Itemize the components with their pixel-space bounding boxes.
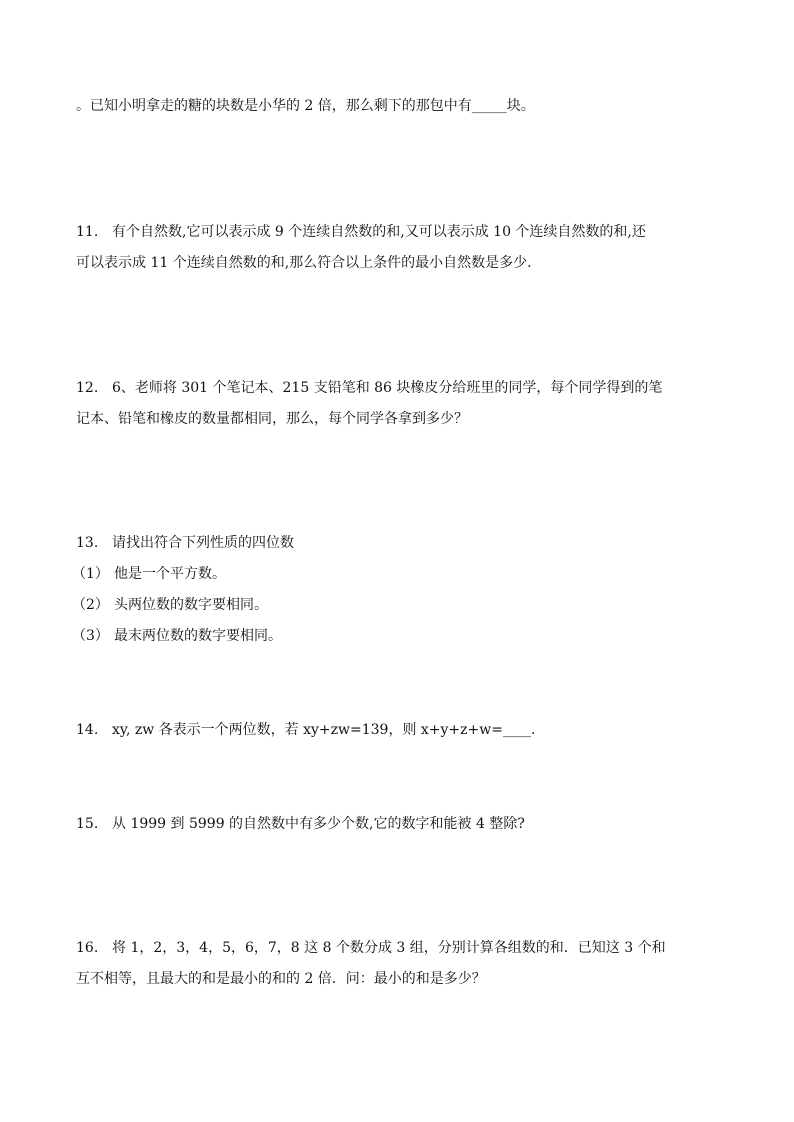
problem-12-line-2 bbox=[76, 409, 468, 429]
problem-13-item-1 bbox=[72, 564, 226, 584]
problem-11-line-1 bbox=[76, 222, 646, 242]
problem-12-text-2: 记本、铅笔和橡皮的数量都相同，那么，每个同学各拿到多少？ bbox=[76, 411, 468, 427]
problem-10-line-1 bbox=[76, 96, 535, 116]
item-2-text: 头两位数的数字要相同。 bbox=[114, 597, 268, 613]
problem-13-item-3 bbox=[72, 626, 282, 646]
problem-12-number: 12. bbox=[76, 380, 99, 396]
problem-15-line-1 bbox=[76, 814, 525, 834]
problem-11-line-2 bbox=[76, 253, 532, 273]
problem-11-text-1: 有个自然数,它可以表示成 9 个连续自然数的和,又可以表示成 10 个连续自然数的和,还 bbox=[112, 224, 646, 240]
item-1-text: 他是一个平方数。 bbox=[114, 566, 226, 582]
item-1-label: （1） bbox=[72, 566, 109, 582]
problem-11-number: 11. bbox=[76, 224, 99, 240]
problem-16-number: 16. bbox=[76, 940, 99, 956]
problem-16-line-2 bbox=[76, 969, 486, 989]
problem-12-text-1: 6、老师将 301 个笔记本、215 支铅笔和 86 块橡皮分给班里的同学，每个同学得到的笔 bbox=[112, 380, 663, 396]
problem-13-number: 13. bbox=[76, 535, 99, 551]
problem-15-text-1: 从 1999 到 5999 的自然数中有多少个数,它的数字和能被 4 整除? bbox=[112, 816, 525, 832]
item-3-text: 最末两位数的数字要相同。 bbox=[114, 628, 282, 644]
problem-14-text-1: xy, zw 各表示一个两位数，若 xy+zw=139，则 x+y+z+w=____. bbox=[112, 722, 536, 738]
problem-16-line-1 bbox=[76, 938, 666, 958]
problem-10-text: 。已知小明拿走的糖的块数是小华的 2 倍，那么剩下的那包中有_____块。 bbox=[76, 98, 535, 114]
problem-16-text-2: 互不相等，且最大的和是最小的和的 2 倍．问：最小的和是多少？ bbox=[76, 971, 486, 987]
problem-13-item-2 bbox=[72, 595, 268, 615]
problem-13-text-1: 请找出符合下列性质的四位数 bbox=[112, 535, 294, 551]
problem-11-text-2: 可以表示成 11 个连续自然数的和,那么符合以上条件的最小自然数是多少. bbox=[76, 255, 532, 271]
problem-12-line-1 bbox=[76, 378, 662, 398]
item-2-label: （2） bbox=[72, 597, 109, 613]
item-3-label: （3） bbox=[72, 628, 109, 644]
problem-14-number: 14. bbox=[76, 722, 99, 738]
problem-16-text-1: 将 1，2，3，4，5，6，7，8 这 8 个数分成 3 组，分别计算各组数的和．已知这 3 个和 bbox=[112, 940, 666, 956]
problem-15-number: 15. bbox=[76, 816, 99, 832]
problem-14-line-1 bbox=[76, 720, 535, 740]
problem-13-line-1 bbox=[76, 533, 294, 553]
